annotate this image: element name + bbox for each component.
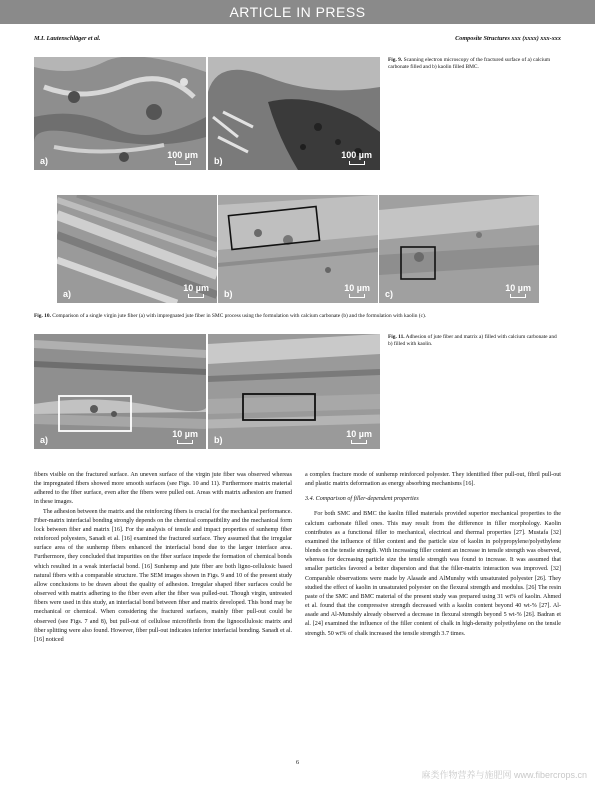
left-paragraph-1: fibers visible on the fractured surface. An uneven surface of the virgin jute fiber was observed whereas the impregnated fibers showed more smooth surfaces (see Figs. 10 and 11). Furthermore matrix material adhered to the fiber surface, even after the fibers were pulled out. Areas with matrix adhesion are framed in these images. [34,472,292,506]
section-heading-3-4: 3.4. Comparison of filler-dependent properties [305,496,419,503]
page-number: 6 [295,759,300,766]
fig10-panel-c-sem-image [379,195,539,303]
fig11-panel-b-scale-bar: 10 µm [346,429,372,444]
fig9-caption: Fig. 9. Scanning electron microscopy of the fractured surface of a) calcium carbonate filled and b) kaolin filled BMC. [388,57,551,70]
fig9-panel-b-label: b) [214,156,223,166]
fig9-panel-a-label: a) [40,156,49,166]
fig11-caption: Fig. 11. Adhesion of jute fiber and matrix a) filled with calcium carbonate and b) filled with kaolin. [388,334,557,347]
fig9-panel-b-sem-image [208,57,380,170]
right-paragraph-1: a complex fracture mode of sunhemp reinforced polyester. They identified fiber pull-out, fibril pull-out and plastic matrix deformation as energy absorbing mechanisms [16]. [305,472,561,488]
fig10-panel-a-scale-bar: 10 µm [183,283,209,298]
fig9-panel-b-scale-bar: 100 µm [341,150,372,165]
fig9-panel-a-sem-image [34,57,206,170]
fig10-caption: Fig. 10. Comparison of a single virgin jute fiber (a) with impregnated jute fiber in SMC process using the formulation with calcium carbonate (b) and the formulation with kaolin (c). [34,313,427,319]
fig11-panel-b-label: b) [214,435,223,445]
fig11-panel-b-sem-image [208,334,380,449]
fig10-panel-c-scale-bar: 10 µm [505,283,531,298]
fig10-panel-a-sem-image [57,195,217,303]
watermark: 麻类作物营养与施肥网 www.fibercrops.cn [421,770,587,780]
fig10-panel-b-scale-bar: 10 µm [344,283,370,298]
fig10-panel-b-sem-image [218,195,378,303]
fig11-panel-a-label: a) [40,435,49,445]
right-text-column [305,471,561,639]
fig9-panel-a-scale-bar: 100 µm [167,150,198,165]
fig11-panel-a-scale-bar: 10 µm [172,429,198,444]
article-in-press-banner: ARTICLE IN PRESS [0,0,595,24]
fig10-panel-a-label: a) [63,289,72,299]
right-paragraph-2: For both SMC and BMC the kaolin filled materials provided superior mechanical properties to the calcium carbonate filled ones. This may result from the difference in filler morphology. Kaolin contributes as a functional filler to mechanical, electrical and thermal properties [27]. Mustafa [32] examined the influence of filler content and the particle size of kaolin in polypropylene/polyethylene blends on the tensile strength. With increasing filler content an increase in tensile strength was observed, whereas for decreasing particle size the tensile strength was found to increase. It was assumed that smaller particles favored a better dispersion and that the filler-matrix interaction was improved. [32] Comparable observations were made by Alasade and AlMunshy with unsaturated polyester [26]. They studied the effect of kaolin in unsaturated polyester on the flexural strength and modulus. [26] The resin paste of the SMC and BMC material of the present study was prepared using 31 wt% of kaolin. Ahmed et al. found that the compressive strength decreased with a kaolin content beyond 40 wt-% [27]. Al-asade and Al-Munshdy already observed a decrease in flexural strength beyond 5 wt-% [26]. Badran et al. [24] examined the influence of the filler content of chalk in high-density polyethylene on the tensile strength. 50 wt% of chalk increased the tensile strength 3.7 times. [305,511,561,637]
fig10-panel-c-label: c) [385,289,394,299]
left-paragraph-2: The adhesion between the matrix and the reinforcing fibers is crucial for the mechanical performance. Fiber-matrix interfacial bonding strongly depends on the chemical compatibility and the mechanical form lock between fiber and matrix [16]. For the analysis of tensile and impact properties of sunhemp fiber reinforced polyesters, Sanadi et al. [16] examined the fractured surface. They assumed that the irregular surface area of the sunhemp fibers enhanced the interfacial bond due to the larger interface area. Furthermore, they concluded that impurities on the fiber surface impede the formation of chemical bonds which resulted in a weak interfacial bond. [16] Sunhemp and jute fiber are both ligno-cellulosic based natural fibers with a comparable structure. The SEM images shown in Figs. 9 and 10 of the present study allow conclusions to be drawn about the quality of adhesion. Irregular shaped fiber surfaces could be observed with matrix adhering to the fiber even after the fiber was pulled-out. Though virgin, untreated fibers were used in this study, an interfacial bond between fiber and matrix developed. This bond may be mechanical or chemical. When considering the fractured surfaces, mainly fiber pull-out could be observed (see Figs. 7 and 8), but pull-out of cellulose microfibrils from the lignocellulosic matrix and fiber splitting were also found. However, fiber pull-out indicates inferior interfacial bonding. Sanadi et al. [16] noticed [34,508,292,643]
fig10-panel-b-label: b) [224,289,233,299]
left-text-column [34,471,292,645]
running-head-authors: M.I. Lautenschläger et al. [34,35,101,42]
running-head-journal: Composite Structures xxx (xxxx) xxx-xxx [455,35,561,42]
fig11-panel-a-sem-image [34,334,206,449]
